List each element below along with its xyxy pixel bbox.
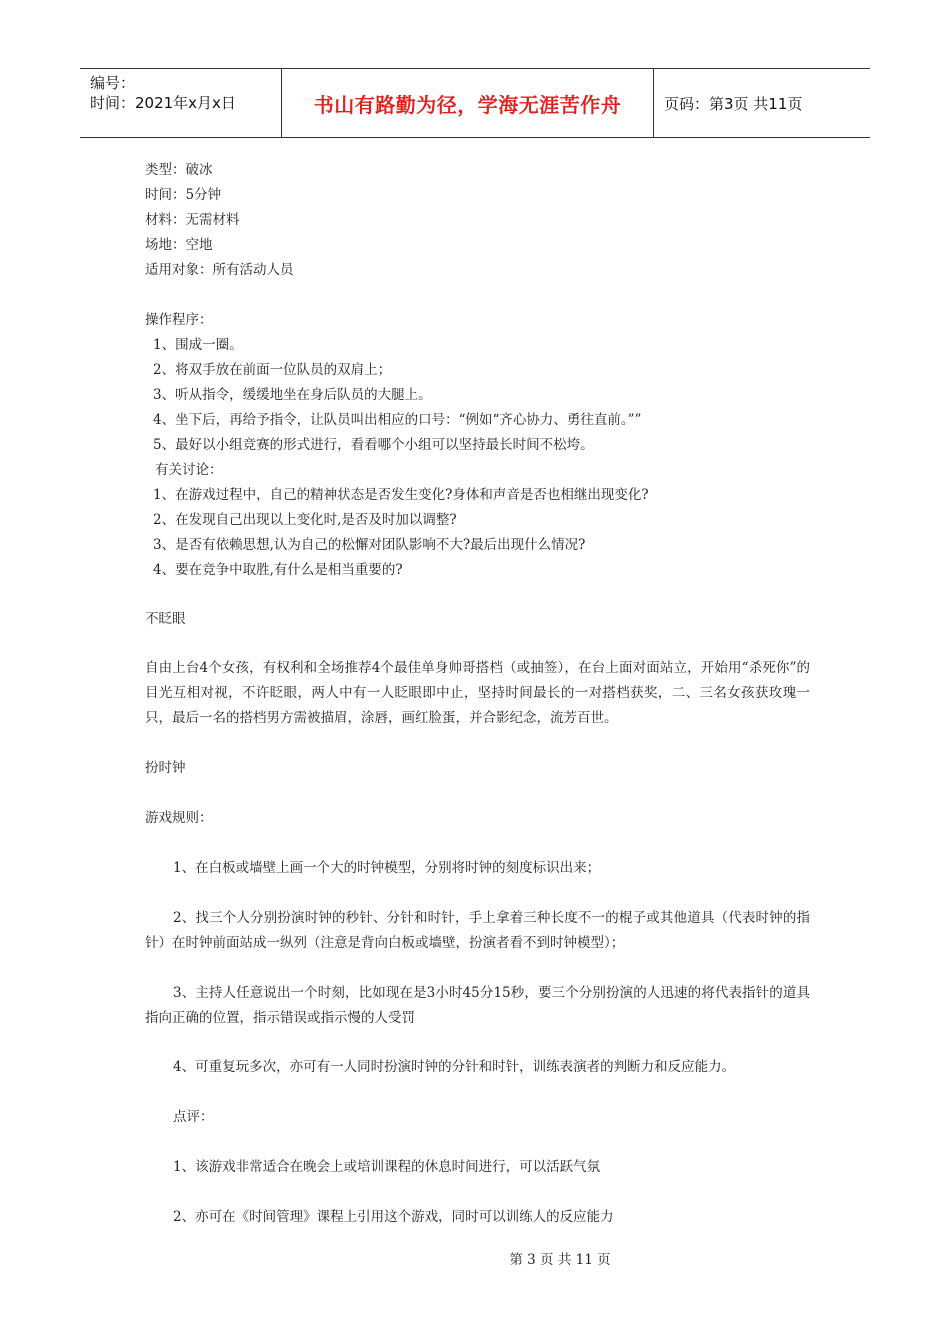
comment-title: 点评： <box>173 1109 214 1125</box>
game3-title: 扮时钟 <box>145 760 186 776</box>
procedure-step: 5、最好以小组竞赛的形式进行，看看哪个小组可以坚持最长时间不松垮。 <box>153 437 594 453</box>
rule-item: 4、可重复玩多次，亦可有一人同时扮演时钟的分针和时针，训练表演者的判断力和反应能力。 <box>173 1059 736 1075</box>
game2-title: 不眨眼 <box>145 611 186 627</box>
comment-item: 2、亦可在《时间管理》课程上引用这个游戏，同时可以训练人的反应能力 <box>173 1209 614 1225</box>
page-header <box>80 68 870 138</box>
procedure-step: 3、听从指令，缓缓地坐在身后队员的大腿上。 <box>153 387 432 403</box>
rule-item: 2、找三个人分别扮演时钟的秒针、分针和时针，手上拿着三种长度不一的棍子或其他道具（代表时钟的指针）在时钟前面站成一纵列（注意是背向白板或墙壁，扮演者看不到时钟模型）； <box>145 910 810 951</box>
meta-audience: 适用对象：所有活动人员 <box>145 262 294 278</box>
meta-time: 时间：5分钟 <box>145 187 222 203</box>
header-left-cell <box>80 69 282 137</box>
rules-title: 游戏规则： <box>145 810 213 826</box>
header-motto: 书山有路勤为径，学海无涯苦作舟 <box>282 69 654 137</box>
meta-material: 材料：无需材料 <box>145 212 240 228</box>
discussion-item: 2、在发现自己出现以上变化时,是否及时加以调整? <box>153 512 457 528</box>
comment-item: 1、该游戏非常适合在晚会上或培训课程的休息时间进行，可以活跃气氛 <box>173 1159 601 1175</box>
page-footer: 第 3 页 共 11 页 <box>509 1252 611 1268</box>
header-number-label: 编号： <box>90 74 136 92</box>
procedure-step: 1、围成一圈。 <box>153 337 243 353</box>
rule-item: 3、主持人任意说出一个时刻，比如现在是3小时45分15秒，要三个分别扮演的人迅速的将代表指针的道具指向正确的位置，指示错误或指示慢的人受罚 <box>145 985 810 1026</box>
discussion-item: 4、要在竞争中取胜,有什么是相当重要的? <box>153 562 403 578</box>
discussion-item: 3、是否有依赖思想,认为自己的松懈对团队影响不大?最后出现什么情况? <box>153 537 586 553</box>
discussion-title: 有关讨论： <box>155 462 223 478</box>
meta-venue: 场地：空地 <box>145 237 213 253</box>
discussion-item: 1、在游戏过程中，自己的精神状态是否发生变化?身体和声音是否也相继出现变化? <box>153 487 649 503</box>
meta-type: 类型：破冰 <box>145 162 213 178</box>
procedure-title: 操作程序： <box>145 312 213 328</box>
procedure-step: 4、坐下后，再给予指令，让队员叫出相应的口号：“例如“齐心协力、勇往直前。”” <box>153 412 642 428</box>
game2-description: 自由上台4个女孩，有权利和全场推荐4个最佳单身帅哥搭档（或抽签），在台上面对面站立，开始用“杀死你”的目光互相对视，不许眨眼，两人中有一人眨眼即中止，坚持时间最长的一对搭档获奖，二、三名女孩获玫瑰一只，最后一名的搭档男方需被描眉，涂唇，画红脸蛋，并合影纪念，流芳百世。 <box>145 660 810 726</box>
procedure-step: 2、将双手放在前面一位队员的双肩上； <box>153 362 392 378</box>
rule-item: 1、在白板或墙壁上画一个大的时钟模型，分别将时钟的刻度标识出来； <box>173 860 601 876</box>
header-page-info: 页码：第3页 共11页 <box>664 94 803 113</box>
header-time-label: 时间：2021年x月x日 <box>90 94 236 112</box>
